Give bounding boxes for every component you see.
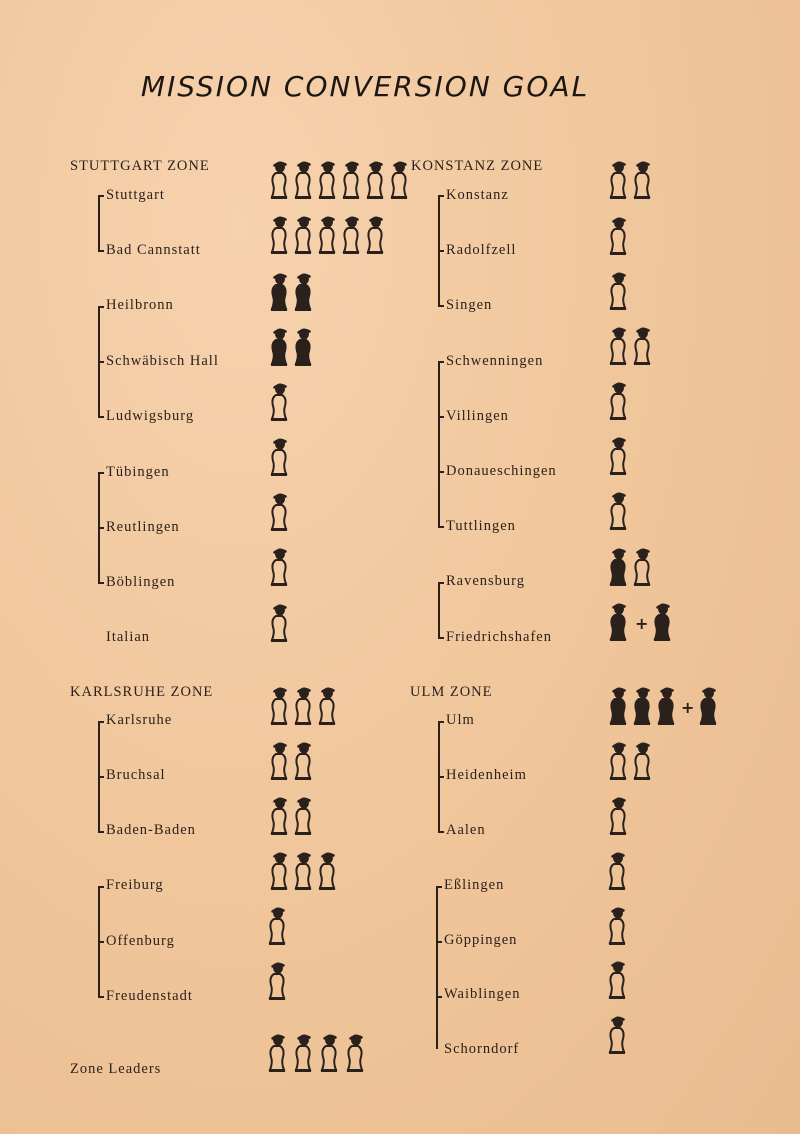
outline-person-icon <box>292 851 314 891</box>
city-stuttgart: Stuttgart <box>106 187 165 203</box>
bracket-tick <box>98 195 104 197</box>
outline-person-icon <box>631 160 653 200</box>
bracket-tick <box>98 582 104 584</box>
bracket-tick <box>98 527 104 529</box>
outline-person-icon <box>268 492 290 532</box>
bracket-tick <box>98 472 104 474</box>
bracket-tick <box>438 721 444 723</box>
bracket-tick <box>98 996 104 998</box>
outline-person-icon <box>631 547 653 587</box>
outline-person-icon <box>268 160 290 200</box>
city-baden-baden: Baden-Baden <box>106 822 196 838</box>
outline-person-icon <box>292 215 314 255</box>
outline-person-icon <box>364 215 386 255</box>
city-italian: Italian <box>106 629 151 645</box>
bracket <box>438 361 440 526</box>
outline-person-icon <box>318 1033 340 1073</box>
city-heidenheim: Heidenheim <box>446 767 527 783</box>
city-tuttlingen: Tuttlingen <box>446 518 516 534</box>
bracket-tick <box>98 306 104 308</box>
zone-title-konstanz: KONSTANZ ZONE <box>411 158 544 174</box>
city-konstanz: Konstanz <box>446 187 509 203</box>
outline-person-icon <box>268 437 290 477</box>
city-bad-cannstatt: Bad Cannstatt <box>106 242 201 258</box>
outline-person-icon <box>631 326 653 366</box>
city-offenburg: Offenburg <box>106 933 175 949</box>
outline-person-icon <box>607 271 629 311</box>
bracket-tick <box>438 831 444 833</box>
zone-title-karlsruhe: KARLSRUHE ZONE <box>70 684 214 700</box>
city-radolfzell: Radolfzell <box>446 242 517 258</box>
bracket <box>98 195 100 250</box>
outline-person-icon <box>292 796 314 836</box>
outline-person-icon <box>631 741 653 781</box>
outline-person-icon <box>266 906 288 946</box>
zone-title-stuttgart: STUTTGART ZONE <box>70 158 210 174</box>
city-bruchsal: Bruchsal <box>106 767 166 783</box>
filled-person-icon <box>607 686 629 726</box>
bracket-tick <box>438 416 444 418</box>
city-tubingen: Tübingen <box>106 464 170 480</box>
outline-person-icon <box>268 686 290 726</box>
city-schorndorf: Schorndorf <box>444 1041 520 1057</box>
filled-person-icon <box>292 272 314 312</box>
plus-icon: + <box>681 698 695 717</box>
city-schwenningen: Schwenningen <box>446 353 544 369</box>
city-reutlingen: Reutlingen <box>106 519 180 535</box>
outline-person-icon <box>266 1033 288 1073</box>
bracket-tick <box>438 582 444 584</box>
outline-person-icon <box>316 160 338 200</box>
outline-person-icon <box>292 160 314 200</box>
bracket-tick <box>98 416 104 418</box>
plus-icon: + <box>635 614 649 633</box>
outline-person-icon <box>340 215 362 255</box>
outline-person-icon <box>292 741 314 781</box>
bracket-tick <box>438 526 444 528</box>
bracket-tick <box>436 886 442 888</box>
city-freiburg: Freiburg <box>106 877 164 893</box>
zone-leaders-label: Zone Leaders <box>70 1061 162 1077</box>
filled-person-icon <box>268 272 290 312</box>
city-freudenstadt: Freudenstadt <box>106 988 193 1004</box>
outline-person-icon <box>364 160 386 200</box>
city-heilbronn: Heilbronn <box>106 297 174 313</box>
city-ulm: Ulm <box>446 712 475 728</box>
filled-person-icon <box>607 602 629 642</box>
city-schwabisch-hall: Schwäbisch Hall <box>106 353 219 369</box>
filled-person-icon <box>697 686 719 726</box>
outline-person-icon <box>268 603 290 643</box>
bracket-tick <box>98 941 104 943</box>
bracket-tick <box>98 776 104 778</box>
bracket-tick <box>98 831 104 833</box>
outline-person-icon <box>607 381 629 421</box>
outline-person-icon <box>607 741 629 781</box>
city-boblingen: Böblingen <box>106 574 176 590</box>
outline-person-icon <box>340 160 362 200</box>
outline-person-icon <box>607 436 629 476</box>
outline-person-icon <box>607 326 629 366</box>
outline-person-icon <box>316 851 338 891</box>
bracket <box>438 582 440 637</box>
zone-title-ulm: ULM ZONE <box>410 684 493 700</box>
bracket-tick <box>438 776 444 778</box>
bracket-tick <box>438 361 444 363</box>
outline-person-icon <box>606 960 628 1000</box>
outline-person-icon <box>316 686 338 726</box>
bracket-tick <box>438 250 444 252</box>
bracket-tick <box>436 941 442 943</box>
city-singen: Singen <box>446 297 493 313</box>
outline-person-icon <box>607 796 629 836</box>
bracket-tick <box>438 637 444 639</box>
city-karlsruhe: Karlsruhe <box>106 712 173 728</box>
outline-person-icon <box>606 1015 628 1055</box>
bracket-tick <box>98 886 104 888</box>
outline-person-icon <box>266 961 288 1001</box>
outline-person-icon <box>268 382 290 422</box>
filled-person-icon <box>655 686 677 726</box>
filled-person-icon <box>268 327 290 367</box>
filled-person-icon <box>651 602 673 642</box>
city-esslingen: Eßlingen <box>444 877 505 893</box>
outline-person-icon <box>388 160 410 200</box>
bracket-tick <box>438 195 444 197</box>
outline-person-icon <box>268 851 290 891</box>
outline-person-icon <box>607 491 629 531</box>
outline-person-icon <box>292 1033 314 1073</box>
city-ravensburg: Ravensburg <box>446 573 526 589</box>
outline-person-icon <box>268 547 290 587</box>
city-villingen: Villingen <box>446 408 509 424</box>
city-waiblingen: Waiblingen <box>444 986 521 1002</box>
city-friedrichshafen: Friedrichshafen <box>446 629 552 645</box>
bracket <box>436 886 438 1049</box>
bracket-tick <box>438 305 444 307</box>
filled-person-icon <box>292 327 314 367</box>
outline-person-icon <box>268 741 290 781</box>
bracket-tick <box>436 996 442 998</box>
city-aalen: Aalen <box>446 822 486 838</box>
bracket-tick <box>98 250 104 252</box>
outline-person-icon <box>292 686 314 726</box>
filled-person-icon <box>607 547 629 587</box>
outline-person-icon <box>607 160 629 200</box>
outline-person-icon <box>268 215 290 255</box>
outline-person-icon <box>606 851 628 891</box>
outline-person-icon <box>268 796 290 836</box>
outline-person-icon <box>344 1033 366 1073</box>
city-donaueschingen: Donaueschingen <box>446 463 557 479</box>
city-ludwigsburg: Ludwigsburg <box>106 408 195 424</box>
city-goppingen: Göppingen <box>444 932 518 948</box>
outline-person-icon <box>607 216 629 256</box>
outline-person-icon <box>316 215 338 255</box>
bracket-tick <box>438 471 444 473</box>
bracket-tick <box>98 721 104 723</box>
page-title: MISSION CONVERSION GOAL <box>140 70 590 103</box>
filled-person-icon <box>631 686 653 726</box>
bracket-tick <box>98 361 104 363</box>
outline-person-icon <box>606 906 628 946</box>
